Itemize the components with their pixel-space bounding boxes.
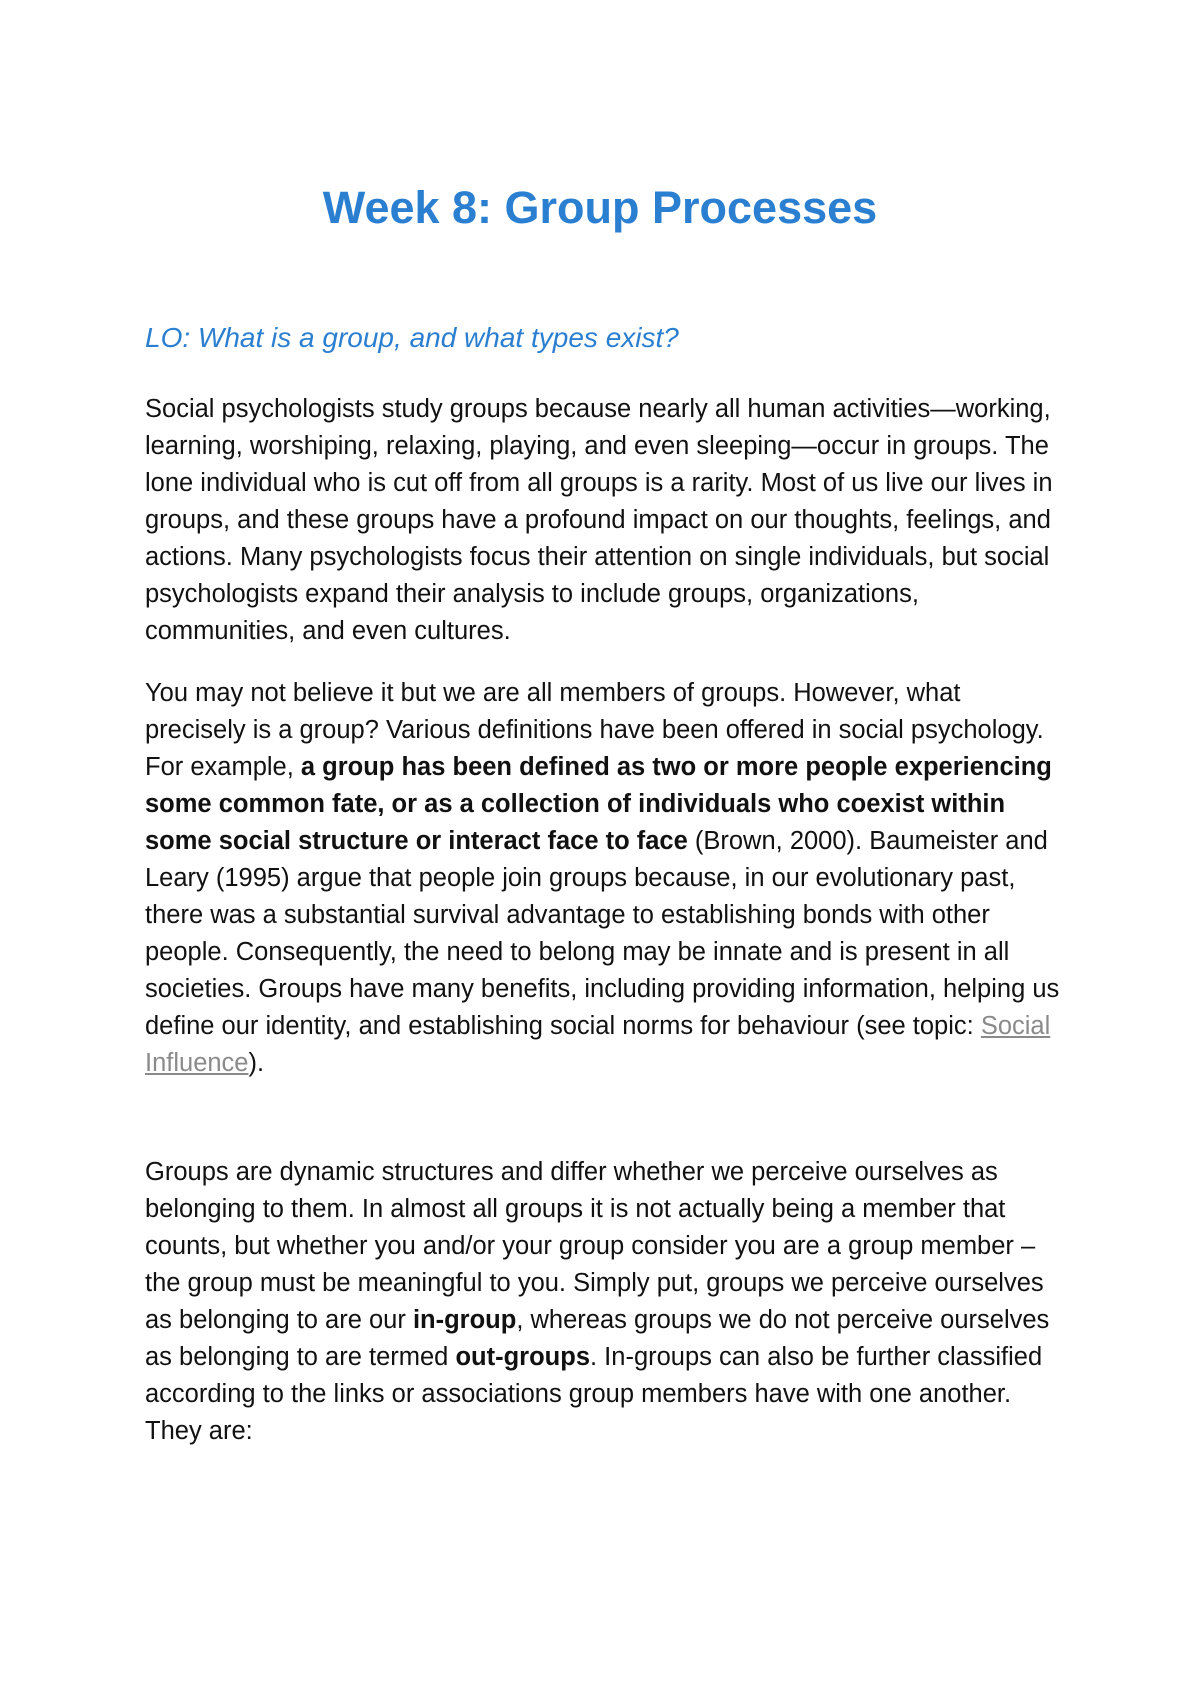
paragraph-group-definition <box>145 675 1065 1082</box>
social-influence-link[interactable]: Social Influence <box>145 1012 1051 1077</box>
paragraph-text: . In-groups can also be further classified according to the links or associations group members have with one another. They are: <box>145 1343 1043 1445</box>
paragraph-text: ). <box>248 1049 265 1077</box>
learning-objective-heading: LO: What is a group, and what types exist? <box>145 322 679 353</box>
paragraph-text: Social psychologists study groups because nearly all human activities—working, learning, worshiping, relaxing, playing, and even sleeping—occur in groups. The lone individual who is cut off from all groups is a rarity. Most of us live our lives in groups, and these groups have a profound impact on our thoughts, feelings, and actions. Many psychologists focus their attention on single individuals, but social psychologists expand their analysis to include groups, organizations, communities, and even cultures. <box>145 395 1053 645</box>
paragraph-text: , whereas groups we do not perceive ourselves as belonging to are termed <box>145 1306 1050 1371</box>
in-group-term: in-group <box>412 1306 517 1334</box>
paragraph-groups-intro <box>145 391 1065 650</box>
paragraph-in-out-groups <box>145 1154 1065 1450</box>
paragraph-text: Groups are dynamic structures and differ whether we perceive ourselves as belonging to them. In almost all groups it is not actually being a member that counts, but whether you and/or your group consider you are a group member – the group must be meaningful to you. Simply put, groups we perceive ourselves as belonging to are our <box>145 1158 1044 1334</box>
page-title: Week 8: Group Processes <box>322 182 878 233</box>
paragraph-text: You may not believe it but we are all members of groups. However, what precisely is a group? Various definitions have been offered in social psychology. For example, <box>145 679 1044 781</box>
out-groups-term: out-groups <box>455 1343 591 1371</box>
paragraph-text: (Brown, 2000). Baumeister and Leary (1995) argue that people join groups because, in our evolutionary past, there was a substantial survival advantage to establishing bonds with other people. Consequently, the need to belong may be innate and is present in all societies. Groups have many benefits, including providing information, helping us define our identity, and establishing social norms for behaviour (see topic: <box>145 827 1060 1040</box>
group-definition-bold: a group has been defined as two or more people experiencing some common fate, or as a collection of individuals who coexist within some social structure or interact face to face <box>145 753 1052 855</box>
